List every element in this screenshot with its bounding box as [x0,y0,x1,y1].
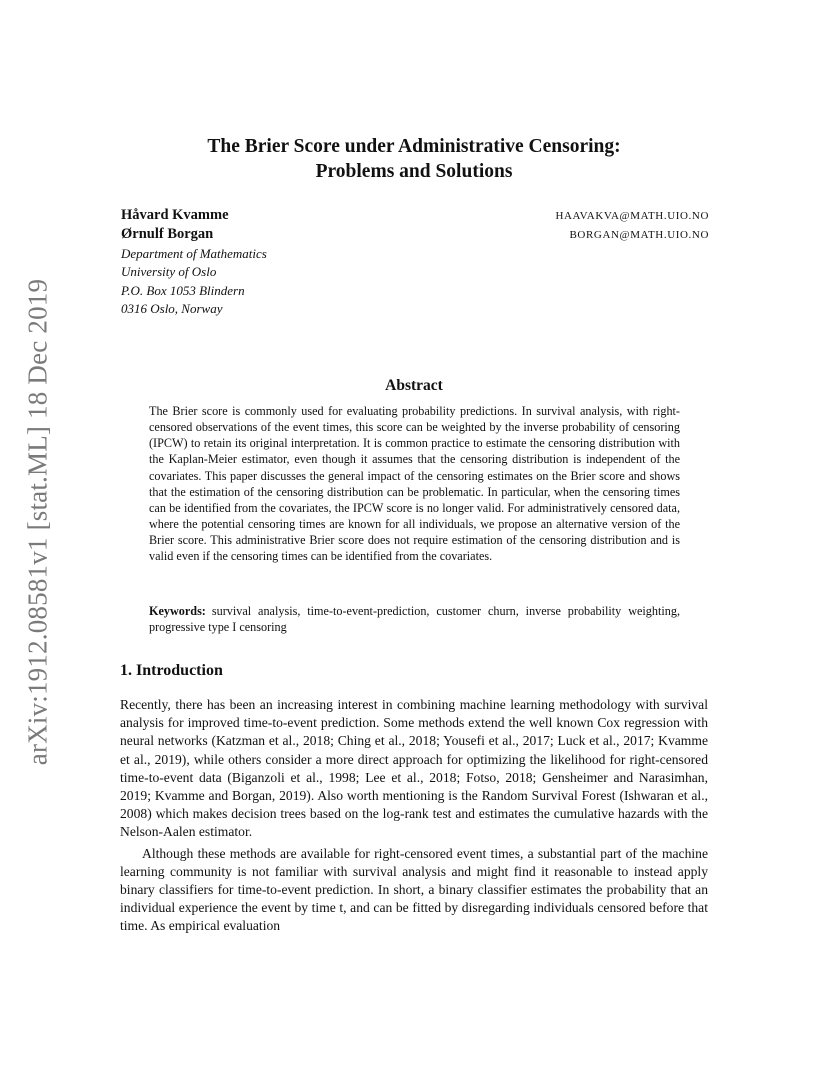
keywords-label: Keywords: [149,604,206,618]
introduction-paragraph-2: Although these methods are available for right-censored event times, a substantial part of the machine learning community is not familiar with survival analysis and might find it reasonable to instead apply binary classifiers for time-to-event prediction. In short, a binary classifier estimates the probability that an individual experience the event by time t, and can be fitted by disregarding individuals censored before that time. As empirical evaluation [120,845,708,934]
author-block [121,207,709,318]
paper-title [120,134,708,184]
author-row [121,207,709,226]
title-line-1: The Brier Score under Administrative Censoring: [207,136,621,157]
affiliation-line: University of Oslo [121,264,217,280]
author-row [121,226,709,245]
abstract-heading: Abstract [385,377,443,394]
author-name: Håvard Kvamme [121,207,229,223]
introduction-paragraph-1: Recently, there has been an increasing interest in combining machine learning methodology with survival analysis for improved time-to-event prediction. Some methods extend the well known Cox regression with neural networks (Katzman et al., 2018; Ching et al., 2018; Yousefi et al., 2017; Luck et al., 2017; Kvamme et al., 2019), while others consider a more direct approach for optimizing the likelihood for right-censored time-to-event data (Biganzoli et al., 1998; Lee et al., 2018; Fotso, 2018; Gensheimer and Narasimhan, 2019; Kvamme and Borgan, 2019). Also worth mentioning is the Random Survival Forest (Ishwaran et al., 2008) which makes decision trees based on the log-rank test and estimates the cumulative hazards with the Nelson-Aalen estimator. [120,697,708,840]
arxiv-sidebar [18,272,58,772]
keywords [149,603,680,635]
author-email: BORGAN@MATH.UIO.NO [569,229,709,241]
author-name: Ørnulf Borgan [121,226,214,242]
arxiv-identifier: arXiv:1912.08581v1 [stat.ML] 18 Dec 2019 [22,278,53,766]
affiliation-line: 0316 Oslo, Norway [121,300,223,316]
abstract-text: The Brier score is commonly used for evaluating probability predictions. In survival analysis, with right-censored observations of the event times, this score can be weighted by the inverse probability of censoring (IPCW) to retain its original interpretation. It is common practice to estimate the censoring distribution with the Kaplan-Meier estimator, even though it assumes that the censoring distribution is independent of the covariates. This paper discusses the general impact of the censoring estimates on the Brier score and shows that the estimation of the censoring distribution can be problematic. In particular, when the censoring times can be identified from the covariates, the IPCW score is no longer valid. For administratively censored data, where the potential censoring times are known for all individuals, we propose an alternative version of the Brier score. This administrative Brier score does not require estimation of the censoring distribution and is valid even if the censoring times can be identified from the covariates. [149,404,680,564]
affiliation-line: P.O. Box 1053 Blindern [121,282,245,298]
section-heading-introduction: 1. Introduction [120,662,223,679]
author-email: HAAVAKVA@MATH.UIO.NO [555,210,709,222]
introduction-body [120,696,708,936]
affiliation-line: Department of Mathematics [121,246,267,261]
keywords-text: survival analysis, time-to-event-prediction, customer churn, inverse probability weighting, progressive type I censoring [149,604,680,634]
title-line-2: Problems and Solutions [315,161,513,182]
